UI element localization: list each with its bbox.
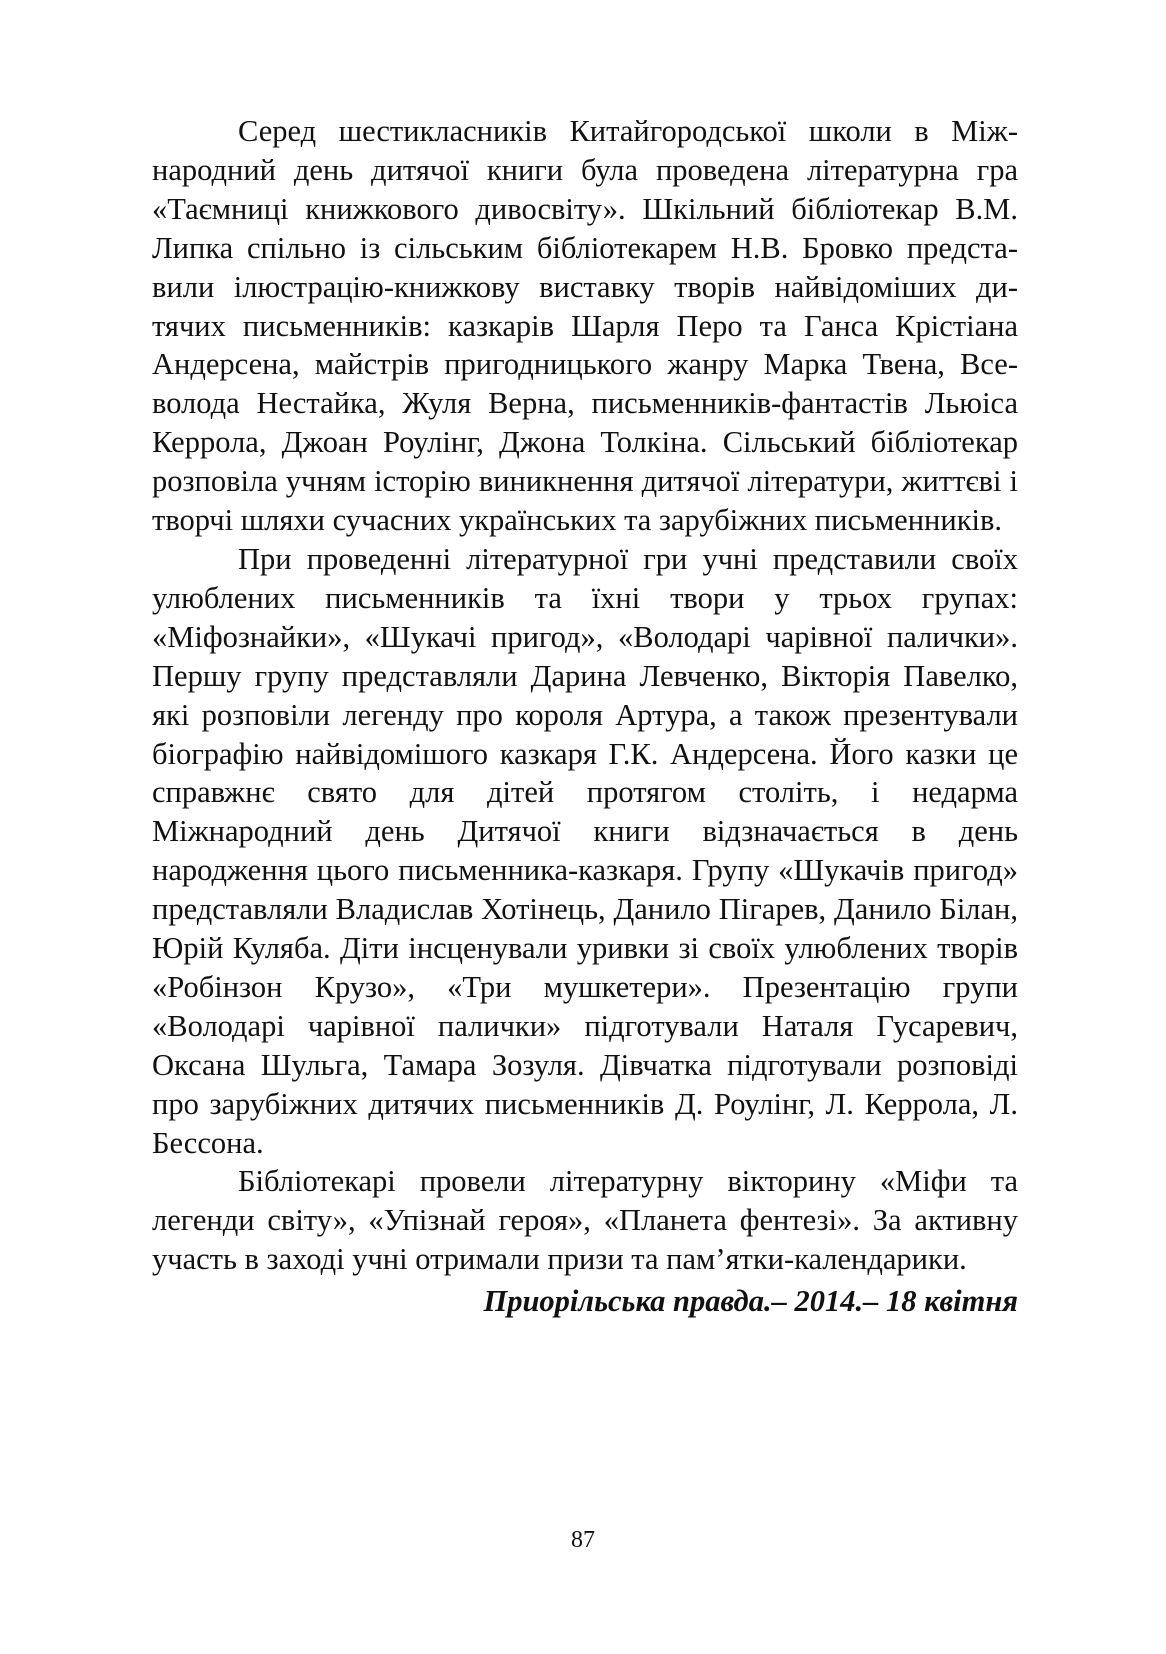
page-number: 87: [571, 1527, 595, 1553]
paragraph-game-description: Серед шестикласників Китайгородської школи в Міжнародний день дитячої книги була проведена літературна гра «Таємниці книжкового дивосвіту». Шкільний бібліотекар В.М. Липка спільно із сільським бібліотекарем Н.В. Бровко представили ілюстрацію-книжкову виставку творів найвідоміших дитячих письменників: казкарів Шарля Перо та Ганса Крістіана Андерсена, майстрів пригодницького жанру Марка Твена, Всеволода Нестайка, Жуля Верна, письменників-фантастів Льюіса Керрола, Джоан Роулінг, Джона Толкіна. Сільський бібліотекар розповіла учням історію виникнення дитячої літератури, життєві і творчі шляхи сучасних українських та зарубіжних письменників.: [152, 114, 1018, 538]
paragraph-quiz: Бібліотекарі провели літературну вікторину «Міфи та легенди світу», «Упізнай героя», «Планета фентезі». За активну участь в заході учні отримали призи та пам’ятки-календарики.: [152, 1164, 1018, 1277]
article-body: [152, 112, 1018, 1321]
paragraph-groups: При проведенні літературної гри учні представили своїх улюблених письменників та їхні твори у трьох групах: «Міфознайки», «Шукачі пригод», «Володарі чарівної палички». Першу групу представляли Дарина Левченко, Вікторія Павелко, які розповіли легенду про короля Артура, а також презентували біографію найвідомішого казкаря Г.К. Андерсена. Його казки це справжнє свято для дітей протягом століть, і недарма Міжнародний день Дитячої книги відзначається в день народження цього письменника-казкаря. Групу «Шукачів пригод» представляли Владислав Хотінець, Данило Пігарев, Данило Білан, Юрій Куляба. Діти інсценували уривки зі своїх улюблених творів «Робінзон Крузо», «Три мушкетери». Презентацію групи «Володарі чарівної палички» підготували Наталя Гусаревич, Оксана Шульга, Тамара Зозуля. Дівчатка підготували розповіді про зарубіжних дитячих письменників Д. Роулінг, Л. Керрола, Л. Бессона.: [152, 541, 1018, 1160]
source-citation: Приорільська правда.– 2014.– 18 квітня: [483, 1284, 1018, 1319]
